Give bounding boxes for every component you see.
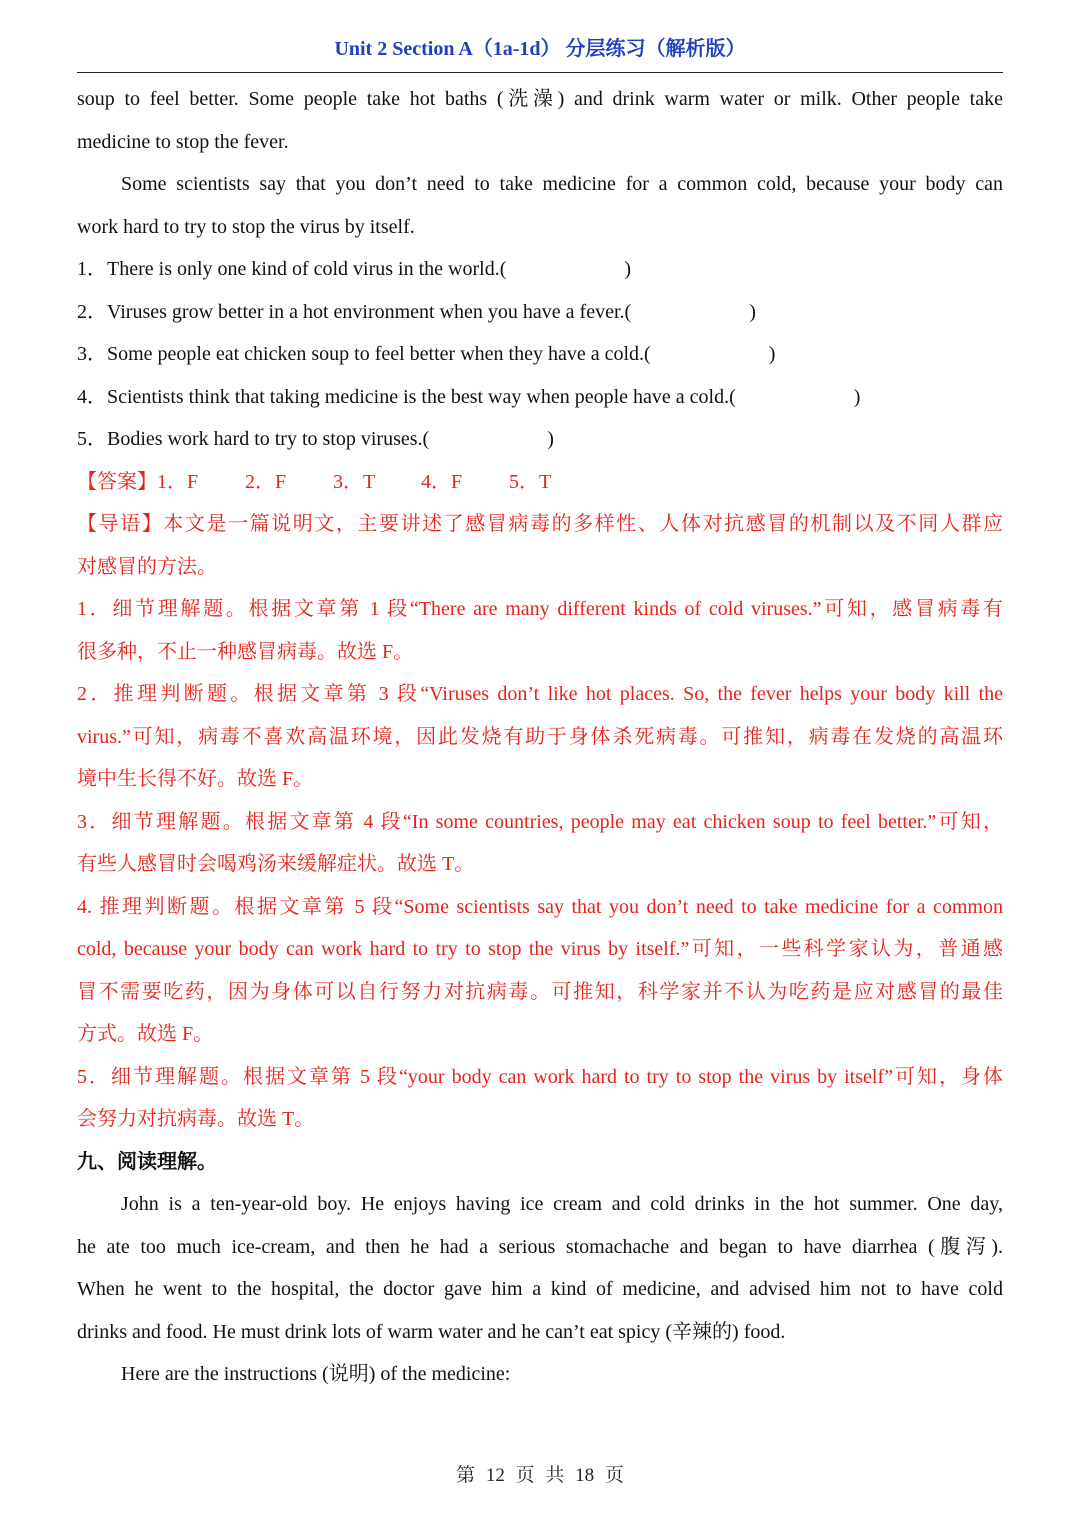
passage-line: medicine to stop the fever. (77, 130, 289, 153)
reading-line: John is a ten-year-old boy. He enjoys having ice cream and cold drinks in the hot summer. One day, (121, 1193, 1003, 1215)
question-number: 4． (77, 385, 107, 408)
passage-line: Some scientists say that you don’t need to take medicine for a common cold, because your body can (121, 173, 1003, 195)
question-close: ) (768, 343, 776, 365)
explanation-line: 5．细节理解题。根据文章第 5 段“your body can work hard to try to stop the virus by itself”可知，身体 (77, 1065, 1003, 1088)
question-text: There is only one kind of cold virus in the world.( (107, 258, 507, 280)
explanation-line: 1．细节理解题。根据文章第 1 段“There are many different kinds of cold viruses.”可知，感冒病毒有 (77, 598, 1003, 620)
answer-line (77, 461, 1003, 504)
question-number: 1． (77, 258, 107, 280)
reading-line: When he went to the hospital, the doctor gave him a kind of medicine, and advised him not to have cold (77, 1278, 1003, 1300)
explanation-line: 冒不需要吃药，因为身体可以自行努力对抗病毒。可推知，科学家并不认为吃药是应对感冒的最佳 (77, 980, 1003, 1003)
question-item (77, 291, 1003, 334)
explanation-line: 4. 推理判断题。根据文章第 5 段“Some scientists say that you don’t need to take medicine for a common (77, 895, 1003, 918)
document-body (77, 78, 1003, 1396)
passage-line: soup to feel better. Some people take hot baths (洗澡) and drink warm water or milk. Other people take (77, 88, 1003, 110)
question-close: ) (624, 258, 632, 280)
question-number: 2． (77, 300, 107, 323)
answer-item: 1．F (157, 470, 199, 493)
answer-item: 3．T (333, 470, 376, 493)
answer-item: 4．F (421, 470, 463, 493)
passage-line: work hard to try to stop the virus by itself. (77, 215, 415, 238)
explanation-line: 3．细节理解题。根据文章第 4 段“In some countries, people may eat chicken soup to feel better.”可知， (77, 810, 1003, 833)
header-divider (77, 72, 1003, 73)
question-text: Some people eat chicken soup to feel better when they have a cold.( (107, 343, 651, 365)
reading-line: he ate too much ice-cream, and then he had a serious stomachache and began to have diarrhea (腹泻). (77, 1235, 1003, 1258)
explanation-line: 很多种，不止一种感冒病毒。故选 F。 (77, 640, 414, 663)
section-heading: 九、阅读理解。 (77, 1150, 217, 1173)
reading-line: drinks and food. He must drink lots of warm water and he can’t eat spicy (辛辣的) food. (77, 1320, 786, 1343)
question-item (77, 333, 1003, 376)
answer-label: 【答案】 (77, 470, 157, 493)
question-text: Viruses grow better in a hot environment when you have a fever.( (107, 300, 632, 323)
explanation-line: 会努力对抗病毒。故选 T。 (77, 1108, 315, 1130)
question-close: ) (547, 428, 554, 450)
explanation-line: 有些人感冒时会喝鸡汤来缓解症状。故选 T。 (77, 853, 475, 875)
answer-item: 2．F (245, 470, 287, 493)
question-item (77, 248, 1003, 291)
question-text: Bodies work hard to try to stop viruses.( (107, 428, 430, 450)
question-close: ) (853, 385, 861, 408)
question-item (77, 418, 1003, 461)
question-close: ) (749, 300, 756, 323)
reading-line: Here are the instructions (说明) of the medicine: (121, 1363, 511, 1385)
question-number: 5． (77, 428, 107, 450)
question-text: Scientists think that taking medicine is the best way when people have a cold.( (107, 385, 736, 408)
explanation-line: virus.”可知，病毒不喜欢高温环境，因此发烧有助于身体杀死病毒。可推知，病毒在发烧的高温环 (77, 725, 1003, 748)
explanation-line: 方式。故选 F。 (77, 1023, 214, 1045)
explanation-line: cold, because your body can work hard to try to stop the virus by itself.”可知，一些科学家认为，普通感 (77, 938, 1003, 960)
page-header-title: Unit 2 Section A（1a-1d） 分层练习（解析版） (334, 38, 746, 60)
explanation-line: 2．推理判断题。根据文章第 3 段“Viruses don’t like hot places. So, the fever helps your body kill the (77, 683, 1003, 705)
question-number: 3． (77, 343, 107, 365)
page-number-footer: 第 12 页 共 18 页 (456, 1465, 624, 1486)
question-item (77, 376, 1003, 419)
explanation-line: 境中生长得不好。故选 F。 (77, 768, 314, 790)
guide-line: 【导语】本文是一篇说明文，主要讲述了感冒病毒的多样性、人体对抗感冒的机制以及不同人群应 (77, 513, 1003, 535)
answer-item: 5．T (509, 470, 552, 493)
guide-line: 对感冒的方法。 (77, 555, 217, 578)
